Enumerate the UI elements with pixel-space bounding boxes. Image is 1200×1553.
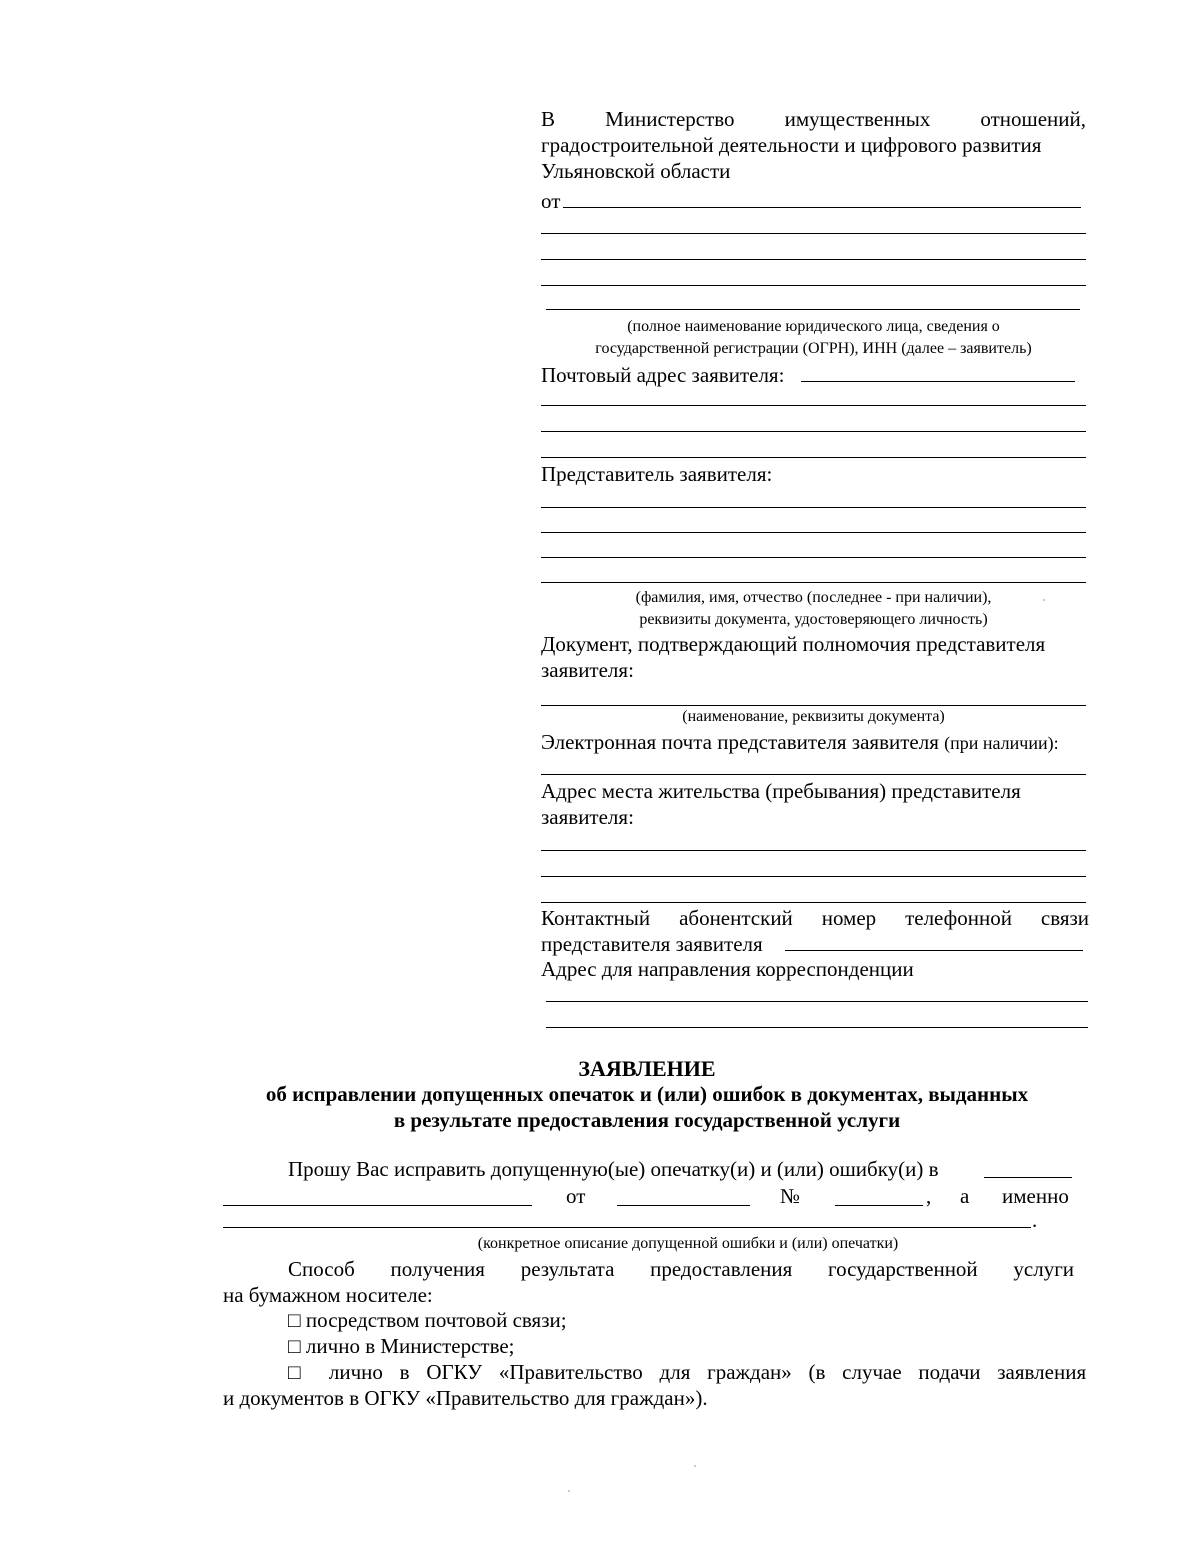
representative-field-line[interactable] xyxy=(541,557,1086,558)
option-ogku-word: лично xyxy=(328,1360,383,1384)
number-sign: № xyxy=(780,1184,801,1208)
request-text: Прошу Вас исправить допущенную(ые) опечатку(и) и (или) ошибку(и) в xyxy=(288,1157,939,1181)
from-word: от xyxy=(566,1184,586,1208)
representative-label: Представитель заявителя: xyxy=(541,462,773,486)
representative-caption-2: реквизиты документа, удостоверяющего личность) xyxy=(639,611,988,628)
email-label xyxy=(541,729,1059,756)
method-word: Способ xyxy=(288,1257,355,1281)
applicant-caption-2: государственной регистрации (ОГРН), ИНН (далее – заявитель) xyxy=(595,340,1032,357)
scan-speck xyxy=(694,1465,696,1467)
residence-field-line[interactable] xyxy=(541,876,1086,877)
option-ogku-line-2: и документов в ОГКУ «Правительство для граждан»). xyxy=(223,1386,708,1410)
method-word: услуги xyxy=(1013,1257,1075,1281)
method-line-1 xyxy=(288,1256,1074,1282)
method-word: получения xyxy=(390,1257,485,1281)
residence-field-line[interactable] xyxy=(541,850,1086,851)
document-name-field[interactable] xyxy=(223,1205,532,1206)
representative-field-line[interactable] xyxy=(541,532,1086,533)
method-line-2: на бумажном носителе: xyxy=(223,1283,433,1307)
addressee-line-3: Ульяновской области xyxy=(541,159,731,183)
phone-label-2: представителя заявителя xyxy=(541,932,763,956)
option-ogku-word: □ xyxy=(288,1360,313,1384)
from-field[interactable] xyxy=(563,207,1081,208)
representative-caption-1: (фамилия, имя, отчество (последнее - при наличии), xyxy=(635,589,992,606)
phone-label-word: номер xyxy=(821,906,877,930)
postal-address-field[interactable] xyxy=(801,381,1075,382)
postal-address-label: Почтовый адрес заявителя: xyxy=(541,363,785,387)
correspondence-field-line[interactable] xyxy=(546,1001,1088,1002)
postal-address-field-line[interactable] xyxy=(541,457,1086,458)
addressee-line-1 xyxy=(541,106,1086,132)
period: . xyxy=(1032,1208,1038,1232)
phone-field[interactable] xyxy=(785,950,1083,951)
applicant-field-line[interactable] xyxy=(541,285,1086,286)
error-caption: (конкретное описание допущенной ошибки и (или) опечатки) xyxy=(477,1235,899,1252)
applicant-field-line[interactable] xyxy=(541,233,1086,234)
representative-field-line[interactable] xyxy=(541,507,1086,508)
option-ministry-checkbox[interactable]: □ лично в Министерстве; xyxy=(288,1334,515,1358)
phone-label-line-1 xyxy=(541,905,1089,931)
addressee-word: имущественных xyxy=(784,107,931,131)
document-subtitle-1: об исправлении допущенных опечаток и (или) ошибок в документах, выданных xyxy=(265,1082,1029,1106)
residence-label-2: заявителя: xyxy=(541,805,634,829)
option-ogku-word: для xyxy=(659,1360,691,1384)
comma: , xyxy=(926,1184,932,1208)
option-ogku-word: заявления xyxy=(997,1360,1087,1384)
phone-label-word: телефонной xyxy=(905,906,1012,930)
authority-doc-label-1: Документ, подтверждающий полномочия представителя xyxy=(541,632,1046,656)
applicant-field-line[interactable] xyxy=(541,259,1086,260)
phone-label-word: Контактный xyxy=(541,906,651,930)
email-label-text: Электронная почта представителя заявителя xyxy=(541,730,939,754)
residence-label-1: Адрес места жительства (пребывания) представителя xyxy=(541,779,1021,803)
scan-speck xyxy=(568,1490,570,1492)
addressee-prefix: В xyxy=(541,107,556,131)
applicant-caption-1: (полное наименование юридического лица, сведения о xyxy=(627,318,1000,335)
from-label: от xyxy=(541,189,561,213)
option-ogku-word: подачи xyxy=(918,1360,981,1384)
option-ogku-word: граждан» xyxy=(707,1360,792,1384)
document-number-field[interactable] xyxy=(835,1205,923,1206)
postal-address-field-line[interactable] xyxy=(541,405,1086,406)
authority-doc-caption: (наименование, реквизиты документа) xyxy=(682,708,945,725)
option-ogku-checkbox[interactable] xyxy=(288,1359,1086,1385)
addressee-word: отношений, xyxy=(980,107,1086,131)
namely-word: именно xyxy=(1002,1184,1069,1208)
option-ogku-word: ОГКУ xyxy=(426,1360,483,1384)
method-word: государственной xyxy=(828,1257,978,1281)
document-title: ЗАЯВЛЕНИЕ xyxy=(578,1056,716,1081)
correspondence-label: Адрес для направления корреспонденции xyxy=(541,957,914,981)
document-type-field[interactable] xyxy=(984,1177,1072,1178)
correspondence-field-line[interactable] xyxy=(546,1027,1088,1028)
document-subtitle-2: в результате предоставления государственной услуги xyxy=(393,1108,901,1132)
representative-field-line[interactable] xyxy=(541,582,1086,583)
option-ogku-word: (в xyxy=(808,1360,826,1384)
option-ogku-word: в xyxy=(399,1360,410,1384)
method-word: предоставления xyxy=(650,1257,793,1281)
method-word: результата xyxy=(520,1257,615,1281)
email-note: (при наличии): xyxy=(944,733,1059,753)
email-field[interactable] xyxy=(541,774,1086,775)
option-ogku-word: «Правительство xyxy=(498,1360,643,1384)
addressee-line-2: градостроительной деятельности и цифрового развития xyxy=(541,133,1042,157)
scan-speck xyxy=(1043,599,1045,601)
addressee-word: Министерство xyxy=(605,107,735,131)
phone-label-word: абонентский xyxy=(679,906,793,930)
postal-address-field-line[interactable] xyxy=(541,431,1086,432)
option-post-checkbox[interactable]: □ посредством почтовой связи; xyxy=(288,1308,567,1332)
document-date-field[interactable] xyxy=(617,1205,750,1206)
applicant-field-line[interactable] xyxy=(546,309,1080,310)
error-description-field[interactable] xyxy=(223,1227,1031,1228)
authority-doc-label-2: заявителя: xyxy=(541,658,634,682)
option-ogku-word: случае xyxy=(842,1360,902,1384)
phone-label-word: связи xyxy=(1040,906,1090,930)
residence-field-line[interactable] xyxy=(541,902,1086,903)
and-word: а xyxy=(960,1184,970,1208)
